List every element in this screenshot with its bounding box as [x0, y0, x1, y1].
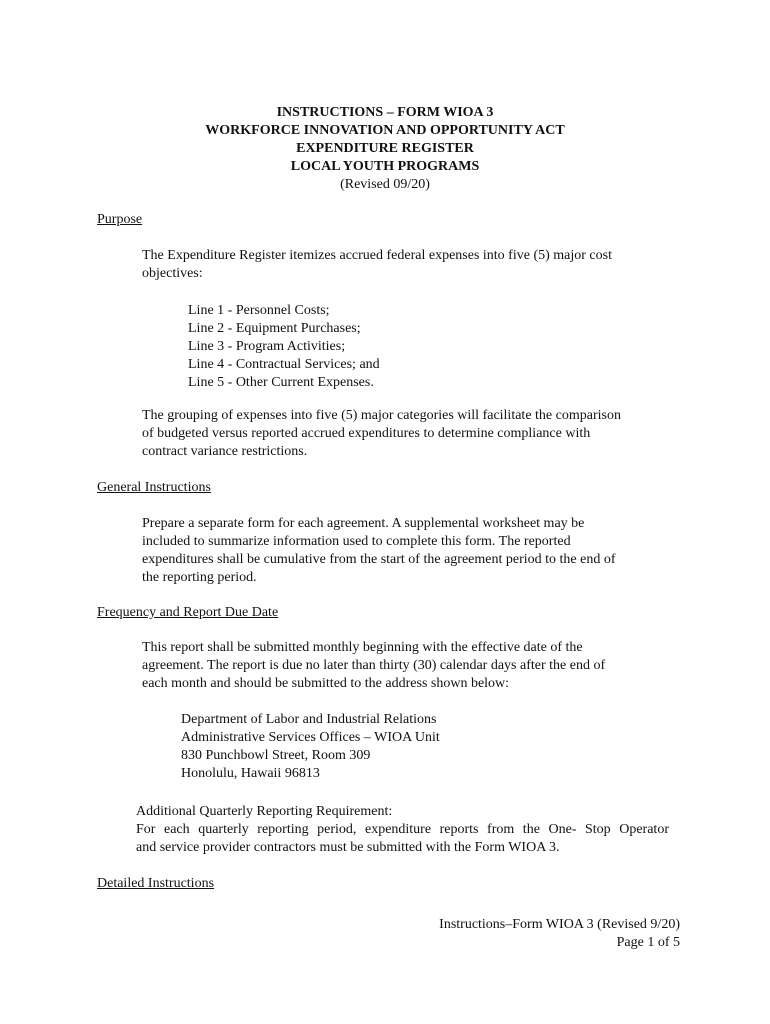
- purpose-intro: [142, 247, 612, 283]
- cost-objective-line-5: Line 5 - Other Current Expenses.: [188, 375, 374, 390]
- title-line-1: INSTRUCTIONS – FORM WIOA 3: [276, 105, 494, 120]
- address-line-3: 830 Punchbowl Street, Room 309: [181, 748, 371, 763]
- paragraph-line: expenditures shall be cumulative from the start of the agreement period to the end of: [142, 552, 616, 567]
- cost-objective-list: [188, 302, 380, 392]
- paragraph-line: and service provider contractors must be submitted with the Form WIOA 3.: [136, 840, 560, 855]
- purpose-intro-line: The Expenditure Register itemizes accrued federal expenses into five (5) major cost: [142, 248, 612, 263]
- paragraph-line: Prepare a separate form for each agreement. A supplemental worksheet may be: [142, 516, 585, 531]
- purpose-intro-line: objectives:: [142, 266, 203, 281]
- cost-objective-line-3: Line 3 - Program Activities;: [188, 339, 346, 354]
- paragraph-line: agreement. The report is due no later than thirty (30) calendar days after the end of: [142, 658, 606, 673]
- paragraph-line: of budgeted versus reported accrued expenditures to determine compliance with: [142, 426, 591, 441]
- title-line-3: EXPENDITURE REGISTER: [296, 141, 474, 156]
- page-number: Page 1 of 5: [616, 935, 680, 950]
- address-line-4: Honolulu, Hawaii 96813: [181, 766, 320, 781]
- frequency-paragraph: [142, 639, 605, 693]
- cost-objective-line-2: Line 2 - Equipment Purchases;: [188, 321, 361, 336]
- paragraph-line: each month and should be submitted to the address shown below:: [142, 676, 510, 691]
- cost-objective-line-1: Line 1 - Personnel Costs;: [188, 303, 330, 318]
- footer-form-reference: Instructions–Form WIOA 3 (Revised 9/20): [439, 917, 680, 932]
- heading-frequency-due-date: Frequency and Report Due Date: [97, 605, 279, 620]
- paragraph-line: contract variance restrictions.: [142, 444, 308, 459]
- address-line-1: Department of Labor and Industrial Relations: [181, 712, 437, 727]
- document-title-block: [0, 104, 770, 194]
- purpose-grouping-paragraph: [142, 407, 621, 461]
- quarterly-requirement: [136, 803, 669, 857]
- general-instructions-paragraph: [142, 515, 616, 587]
- title-line-4: LOCAL YOUTH PROGRAMS: [290, 159, 480, 174]
- paragraph-line: For each quarterly reporting period, expenditure reports from the One- Stop Operator: [136, 822, 669, 837]
- page-footer: [439, 916, 680, 952]
- address-line-2: Administrative Services Offices – WIOA Unit: [181, 730, 440, 745]
- title-line-2: WORKFORCE INNOVATION AND OPPORTUNITY ACT: [205, 123, 565, 138]
- paragraph-line: The grouping of expenses into five (5) major categories will facilitate the comparison: [142, 408, 621, 423]
- paragraph-line: This report shall be submitted monthly beginning with the effective date of the: [142, 640, 583, 655]
- heading-detailed-instructions: Detailed Instructions: [97, 876, 215, 891]
- mailing-address: [181, 711, 440, 783]
- heading-purpose: Purpose: [97, 212, 143, 227]
- revision-date: (Revised 09/20): [340, 177, 430, 192]
- paragraph-line: the reporting period.: [142, 570, 257, 585]
- quarterly-heading: Additional Quarterly Reporting Requirement:: [136, 804, 393, 819]
- heading-general-instructions: General Instructions: [97, 480, 211, 495]
- cost-objective-line-4: Line 4 - Contractual Services; and: [188, 357, 380, 372]
- paragraph-line: included to summarize information used to complete this form. The reported: [142, 534, 571, 549]
